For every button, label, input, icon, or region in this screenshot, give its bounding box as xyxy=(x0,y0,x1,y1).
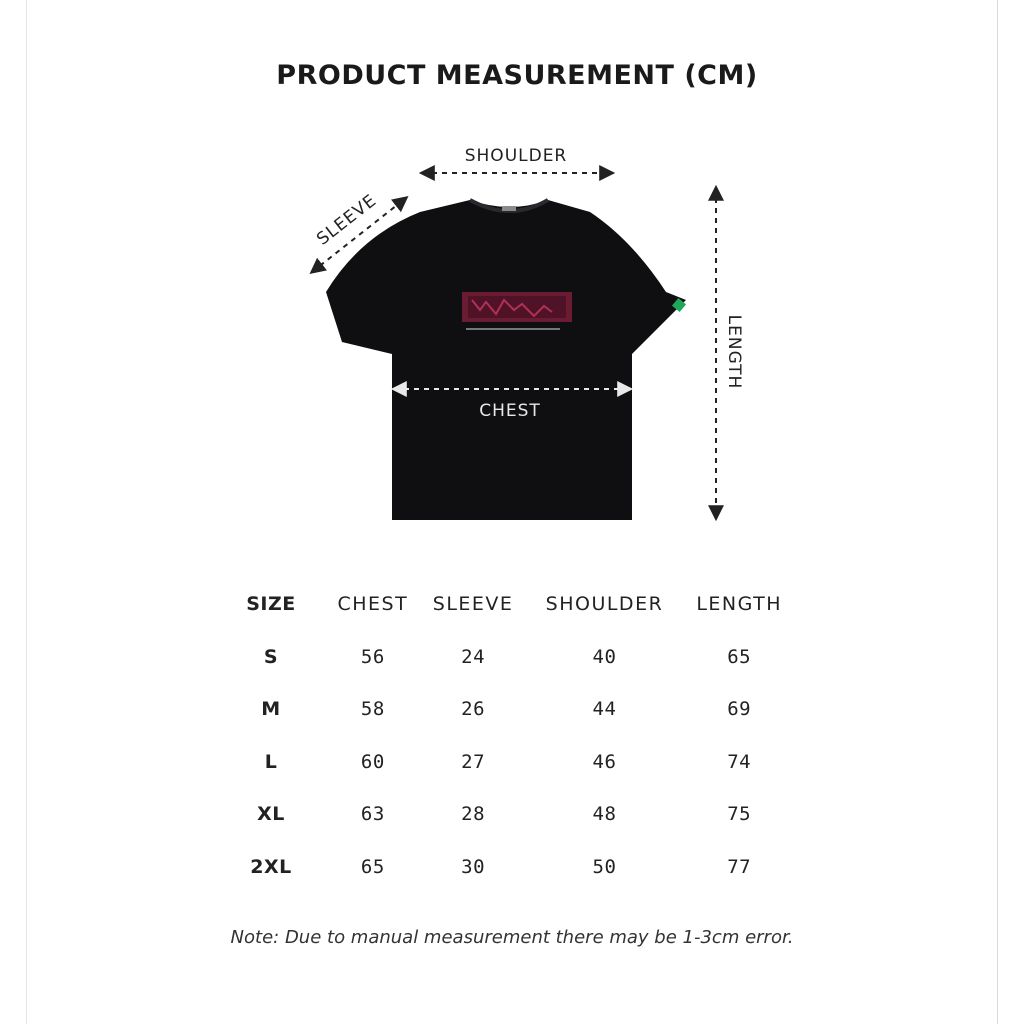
neck-label xyxy=(502,206,516,211)
sleeve-cell: 24 xyxy=(461,645,486,668)
shoulder-cell: 44 xyxy=(592,698,617,721)
header-sleeve: SLEEVE xyxy=(432,593,514,616)
shoulder-cell: 40 xyxy=(592,645,617,668)
length-cell: 69 xyxy=(727,698,752,721)
chest-cell: 63 xyxy=(360,803,385,826)
length-cell: 75 xyxy=(727,803,752,826)
length-cell: 77 xyxy=(727,855,752,878)
sleeve-cell: 26 xyxy=(461,698,486,721)
sleeve-cell: 27 xyxy=(461,750,486,773)
header-shoulder: SHOULDER xyxy=(545,593,664,616)
chest-cell: 58 xyxy=(360,698,385,721)
header-length: LENGTH xyxy=(696,593,783,616)
size-cell: L xyxy=(264,750,278,773)
table-row xyxy=(216,683,796,736)
shoulder-cell: 50 xyxy=(592,855,617,878)
page-title: PRODUCT MEASUREMENT (CM) xyxy=(276,60,758,91)
table-row xyxy=(216,841,796,894)
table-row xyxy=(216,736,796,789)
length-cell: 74 xyxy=(727,750,752,773)
table-row xyxy=(216,631,796,684)
length-cell: 65 xyxy=(727,645,752,668)
table-row xyxy=(216,788,796,841)
sleeve-label: SLEEVE xyxy=(313,190,381,250)
measurement-note: Note: Due to manual measurement there may be 1-3cm error. xyxy=(230,927,794,948)
chest-cell: 60 xyxy=(360,750,385,773)
chest-label: CHEST xyxy=(479,401,541,421)
tshirt-shape xyxy=(326,200,686,520)
table-header-row xyxy=(216,578,796,631)
size-table xyxy=(216,578,796,893)
shoulder-label: SHOULDER xyxy=(464,146,568,166)
size-cell: XL xyxy=(257,803,285,826)
chest-cell: 56 xyxy=(360,645,385,668)
header-chest: CHEST xyxy=(337,593,409,616)
sleeve-cell: 30 xyxy=(461,855,486,878)
size-cell: M xyxy=(261,698,281,721)
size-cell: S xyxy=(263,645,279,668)
header-size: SIZE xyxy=(246,593,296,616)
length-label: LENGTH xyxy=(724,314,744,390)
size-cell: 2XL xyxy=(250,855,292,878)
shoulder-cell: 48 xyxy=(592,803,617,826)
sleeve-cell: 28 xyxy=(461,803,486,826)
chest-cell: 65 xyxy=(360,855,385,878)
shoulder-cell: 46 xyxy=(592,750,617,773)
